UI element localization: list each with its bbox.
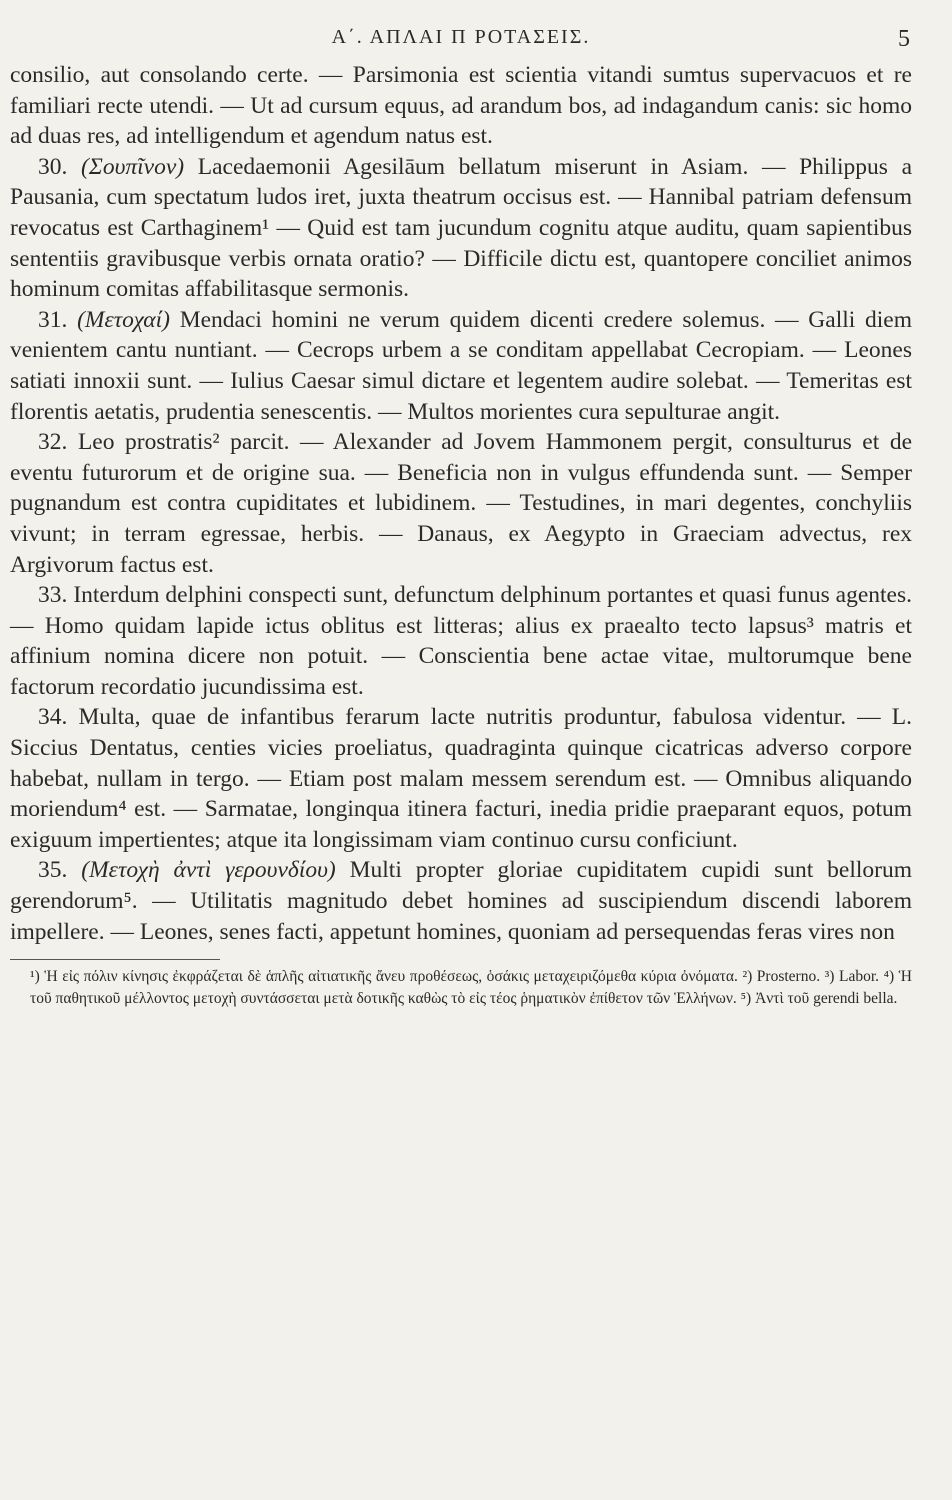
paragraph-text: Leo prostratis² parcit. — Alexander ad Jovem Hammonem pergit, consulturus et de eventu futurorum et de origine sua. — Beneficia non in vulgus effundenda sunt. — Semper pugnandum est contra cupiditates et lubidinem. — Testudines, in mari degentes, conchyliis vivunt; in terram egressae, herbis. — Danaus, ex Aegypto in Graeciam advectus, rex Argivorum factus est. <box>10 429 912 578</box>
greek-heading: (Μετοχὴ ἀντὶ γερουνδίου) <box>81 857 336 884</box>
exercise-number: 31. <box>38 306 68 333</box>
exercise-number: 35. <box>38 857 68 884</box>
exercise-number: 34. <box>38 704 68 731</box>
paragraph-text: Interdum delphini conspecti sunt, defunctum delphinum portantes et quasi funus agentes. — Homo quidam lapide ictus oblitus est litteras; alius ex praealto tecto lapsus³ matris et affinium nomina dicere non potuit. — Conscientia bene actae vitae, multorumque bene factorum recordatio jucundissima est. <box>10 582 913 700</box>
paragraph-34 <box>10 702 912 855</box>
paragraph-30 <box>10 152 912 305</box>
paragraph-32 <box>10 427 912 580</box>
exercise-number: 32. <box>38 429 68 456</box>
greek-heading: (Σουπῖνον) <box>81 153 185 180</box>
paragraph-text: consilio, aut consolando certe. — Parsimonia est scientia vitandi sumtus supervacuos et re familiari recte utendi. — Ut ad cursum equus, ad arandum bos, ad indagandum canis: sic homo ad duas res, ad intelligendum et agendum natus est. <box>10 62 912 150</box>
running-header <box>10 26 912 60</box>
footnote-text: ¹) Ἡ εἰς πόλιν κίνησις ἐκφράζεται δὲ ἁπλῆς αἰτιατικῆς ἄνευ προθέσεως, ὁσάκις μεταχειριζόμεθα κύρια ὀνόματα. ²) Prosterno. ³) Labor. ⁴) Ἡ τοῦ παθητικοῦ μέλλοντος μετοχὴ συντάσσεται μετὰ δοτικῆς καθὼς τὸ εἰς τέος ῥηματικὸν ἐπίθετον τῶν Ἑλλήνων. ⁵) Ἀντὶ τοῦ gerendi bella. <box>30 968 912 1008</box>
footnotes <box>10 966 912 1010</box>
paragraph-35 <box>10 855 912 947</box>
exercise-number: 30. <box>38 153 68 180</box>
main-text <box>10 60 912 947</box>
exercise-number: 33. <box>38 582 68 609</box>
footnote-divider <box>10 959 220 960</box>
paragraph-33 <box>10 580 912 702</box>
greek-heading: (Μετοχαί) <box>77 306 170 333</box>
paragraph-text: Multa, quae de infantibus ferarum lacte nutritis produntur, fabulosa videntur. — L. Siccius Dentatus, centies vicies proeliatus, quadraginta quinque cicatricas adverso corpore habebat, nullam in tergo. — Etiam post malam messem serendum est. — Omnibus aliquando moriendum⁴ est. — Sarmatae, longinqua itinera facturi, inedia pridie praeparant equos, potum exiguum impertientes; atque ita longissimam viam continuo cursu conficiunt. <box>10 704 912 853</box>
paragraph-text: Lacedaemonii Agesilāum bellatum miserunt in Asiam. — Philippus a Pausania, cum spectatum ludos iret, juxta theatrum occisus est. — Hannibal patriam defensum revocatus est Carthaginem¹ — Quid est tam jucundum cognitu atque auditu, quam sapientibus sententiis gravibusque verbis ornata oratio? — Difficile dictu est, quantopere conciliet animos hominum comitas affabilitasque sermonis. <box>10 153 912 303</box>
paragraph-text: Mendaci homini ne verum quidem dicenti credere solemus. — Galli diem venientem cantu nuntiant. — Cecrops urbem a se conditam appellabat Cecropiam. — Leones satiati innoxii sunt. — Iulius Caesar simul dictare et legentem audire solebat. — Temeritas est florentis aetatis, prudentia senescentis. — Multos morientes cura sepulturae angit. <box>10 306 912 425</box>
paragraph-31 <box>10 305 912 427</box>
page-number: 5 <box>898 26 912 52</box>
paragraph-continuation <box>10 60 912 152</box>
paragraph-text: Multi propter gloriae cupiditatem cupidi sunt bellorum gerendorum⁵. — Utilitatis magnitudo debet homines ad suscipiendum discendi laborem impellere. — Leones, senes facti, appetunt homines, quoniam ad persequendas feras vires non <box>10 857 913 945</box>
header-title: Α΄. ΑΠΛΑΙ Π ΡΟΤΑΣΕΙΣ. <box>331 26 591 48</box>
